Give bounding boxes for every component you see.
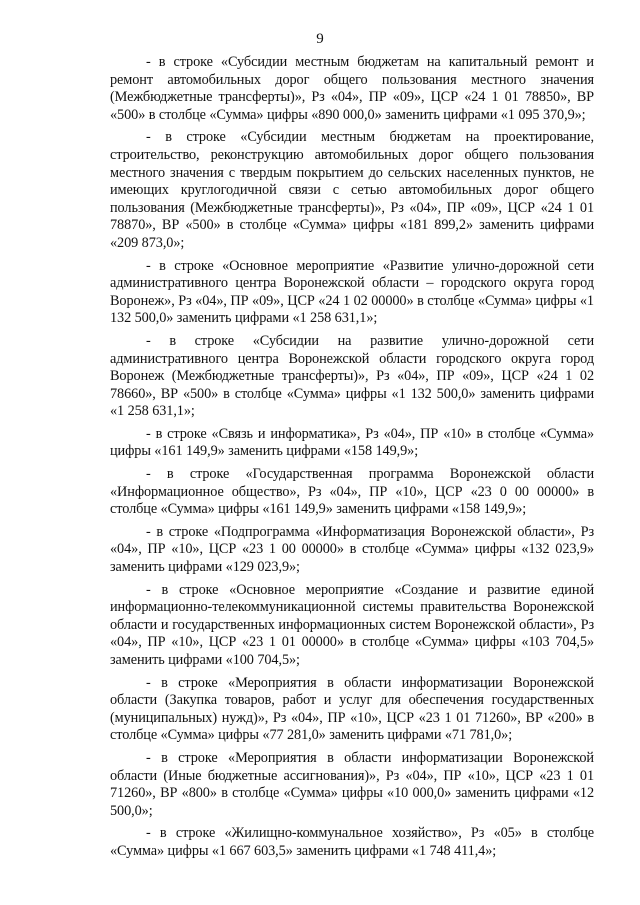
paragraph-3: - в строке «Основное мероприятие «Развитие улично-дорожной сети административного центра Воронежской области – городского округа город Воронеж», Рз «04», ПР «09», ЦСР «24 1 02 00000» в столбце «Сумма» цифры «1 132 500,0» заменить цифрами «1 258 631,1»; bbox=[110, 257, 594, 327]
document-body bbox=[110, 54, 594, 861]
paragraph-6: - в строке «Государственная программа Воронежской области «Информационное общество», Рз «04», ПР «10», ЦСР «23 0 00 00000» в столбце «Сумма» цифры «161 149,9» заменить цифрами «158 149,9»; bbox=[110, 466, 594, 518]
paragraph-9: - в строке «Мероприятия в области информатизации Воронежской области (Закупка товаров, работ и услуг для обеспечения государственных (муниципальных) нужд)», Рз «04», ПР «10», ЦСР «23 1 01 71260», ВР «200» в столбце «Сумма» цифры «77 281,0» заменить цифрами «71 781,0»; bbox=[110, 674, 594, 744]
page-number: 9 bbox=[316, 31, 324, 47]
paragraph-1: - в строке «Субсидии местным бюджетам на капитальный ремонт и ремонт автомобильных дорог общего пользования местного значения (Межбюджетные трансферты)», Рз «04», ПР «09», ЦСР «24 1 01 78850», ВР «500» в столбце «Сумма» цифры «890 000,0» заменить цифрами «1 095 370,9»; bbox=[110, 54, 594, 123]
paragraph-7: - в строке «Подпрограмма «Информатизация Воронежской области», Рз «04», ПР «10», ЦСР «23 1 00 00000» в столбце «Сумма» цифры «132 023,9» заменить цифрами «129 023,9»; bbox=[110, 523, 594, 576]
paragraph-11: - в строке «Жилищно-коммунальное хозяйство», Рз «05» в столбце «Сумма» цифры «1 667 603,5» заменить цифрами «1 748 411,4»; bbox=[110, 825, 594, 859]
paragraph-10: - в строке «Мероприятия в области информатизации Воронежской области (Иные бюджетные ассигнования)», Рз «04», ПР «10», ЦСР «23 1 01 71260», ВР «800» в столбце «Сумма» цифры «10 000,0» заменить цифрами «12 500,0»; bbox=[110, 749, 594, 819]
paragraph-2: - в строке «Субсидии местным бюджетам на проектирование, строительство, реконструкцию автомобильных дорог общего пользования местного значения с твердым покрытием до сельских населенных пунктов, не имеющих круглогодичной связи с сетью автомобильных дорог общего пользования (Межбюджетные трансферты)», Рз «04», ПР «09», ЦСР «24 1 01 78870», ВР «500» в столбце «Сумма» цифры «181 899,2» заменить цифрами «209 873,0»; bbox=[110, 129, 594, 251]
paragraph-4: - в строке «Субсидии на развитие улично-дорожной сети административного центра Воронежской области городского округа город Воронеж (Межбюджетные трансферты)», Рз «04», ПР «09», ЦСР «24 1 02 78660», ВР «500» в столбце «Сумма» цифры «1 132 500,0» заменить цифрами «1 258 631,1»; bbox=[110, 332, 594, 420]
paragraph-5: - в строке «Связь и информатика», Рз «04», ПР «10» в столбце «Сумма» цифры «161 149,9» заменить цифрами «158 149,9»; bbox=[110, 425, 594, 460]
paragraph-8: - в строке «Основное мероприятие «Создание и развитие единой информационно-телекоммуникационной системы правительства Воронежской области и государственных информационных систем Воронежской области», Рз «04», ПР «10», ЦСР «23 1 01 00000» в столбце «Сумма» цифры «103 704,5» заменить цифрами «100 704,5»; bbox=[110, 581, 594, 668]
